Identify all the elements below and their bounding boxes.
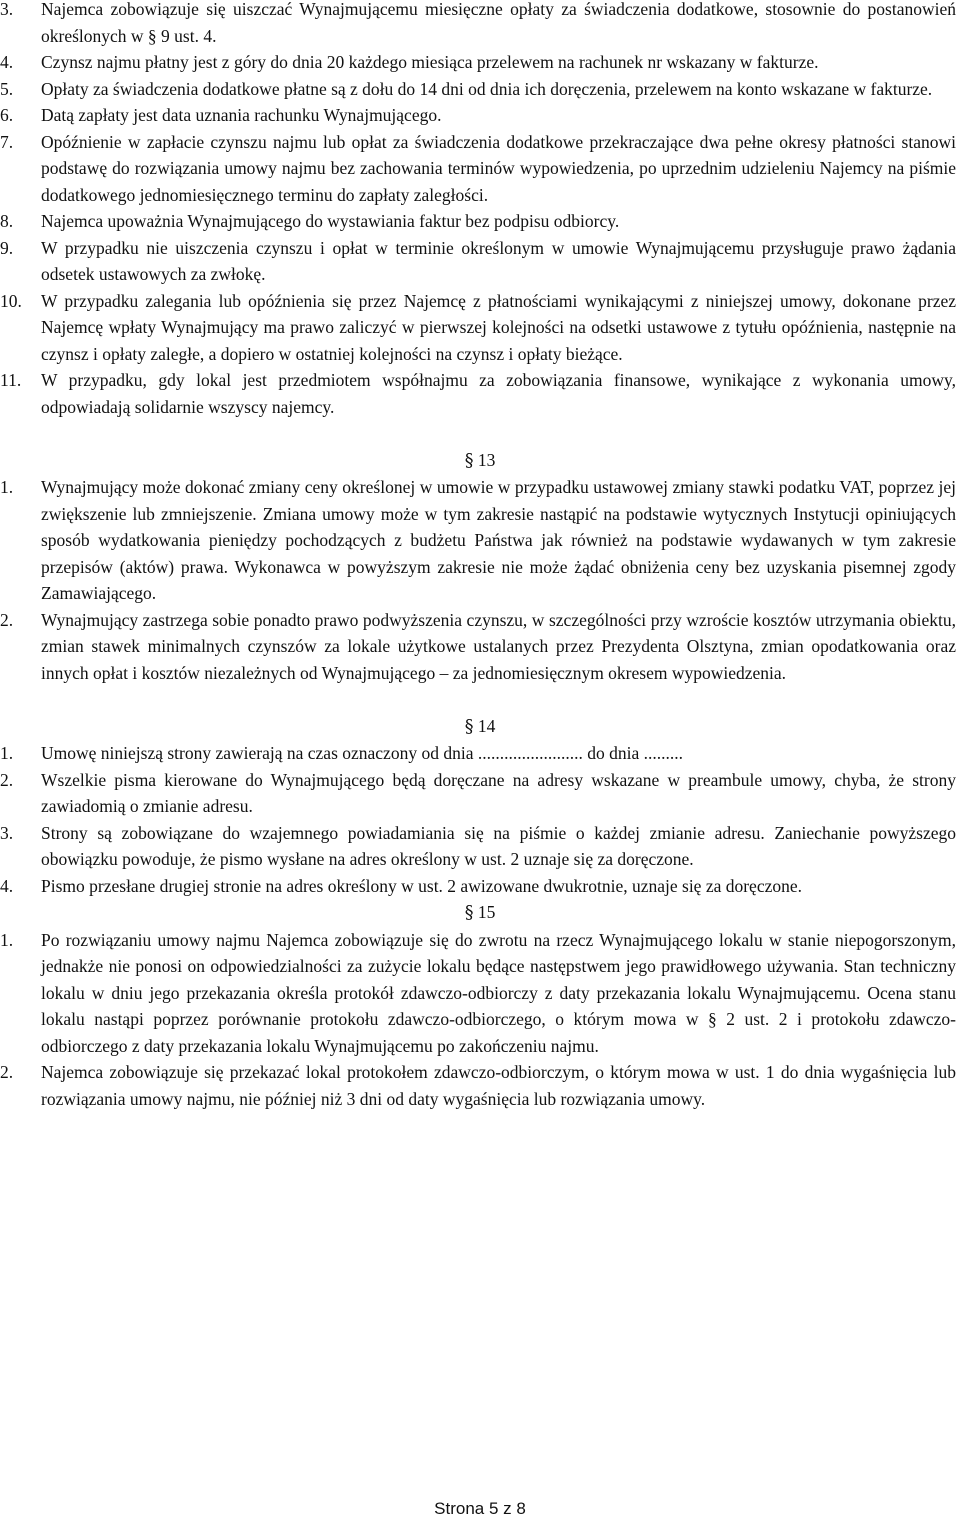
section-mark: § xyxy=(464,903,474,923)
section-number: 13 xyxy=(477,449,496,470)
list-item xyxy=(0,367,960,420)
item-text: Po rozwiązaniu umowy najmu Najemca zobowiązuje się do zwrotu na rzecz Wynajmującego lokalu w stanie niepogorszonym, jednakże nie ponosi on odpowiedzialności za zużycie lokalu będące następstwem jego prawidłowego używania. Stan techniczny lokalu w dniu jego przekazania określa protokół zdawczo-odbiorczy z daty przekazania lokalu Wynajmującemu. Ocena stanu lokalu nastąpi poprzez porównanie protokołu zdawczo-odbiorczego, o którym mowa w § 2 ust. 2 i protokołu zdawczo-odbiorczego z daty przekazania lokalu Wynajmującemu po zakończeniu najmu. xyxy=(41,929,956,1056)
list-item xyxy=(0,767,960,820)
list-item xyxy=(0,208,960,235)
section-number: 14 xyxy=(477,715,496,736)
item-text: Czynsz najmu płatny jest z góry do dnia 20 każdego miesiąca przelewem na rachunek nr wskazany w fakturze. xyxy=(41,52,819,72)
item-number: 2. xyxy=(0,609,14,630)
list-item xyxy=(0,927,960,1060)
item-text: Wynajmujący może dokonać zmiany ceny określonej w umowie w przypadku ustawowej zmiany stawki podatku VAT, poprzez jej zwiększenie lub zmniejszenie. Zmiana umowy może w tym zakresie nastąpić na podstawie wytycznych Instytucji opiniujących sposób wydatkowania pieniędzy pochodzących z budżetu Państwa jak również na podstawie wydawanych w tym zakresie przepisów (aktów) prawa. Wykonawca w powyższym zakresie nie może żądać obniżenia ceny bez uzyskania pisemnej zgody Zamawiającego. xyxy=(41,477,956,603)
item-text: Najemca zobowiązuje się przekazać lokal protokołem zdawczo-odbiorczym, o którym mowa w ust. 1 do dnia wygaśnięcia lub rozwiązania umowy najmu, nie później niż 3 dni od daty wygaśnięcia lub rozwiązania umowy. xyxy=(41,1062,956,1109)
item-number: 2. xyxy=(0,1062,14,1082)
section-12-list xyxy=(0,0,960,420)
item-number: 3. xyxy=(0,822,14,843)
page-footer: Strona 5 z 8 xyxy=(434,1499,526,1518)
item-number: 1. xyxy=(0,477,14,497)
list-item xyxy=(0,873,960,900)
item-text: Pismo przesłane drugiej stronie na adres określony w ust. 2 awizowane dwukrotnie, uznaje się za doręczone. xyxy=(41,875,803,896)
list-item xyxy=(0,474,960,607)
item-text: Najemca upoważnia Wynajmującego do wystawiania faktur bez podpisu odbiorcy. xyxy=(41,211,620,231)
item-text: W przypadku, gdy lokal jest przedmiotem współnajmu za zobowiązania finansowe, wynikające z wykonania umowy, odpowiadają solidarnie wszyscy najemcy. xyxy=(41,370,956,417)
section-heading-15 xyxy=(0,899,960,927)
section-mark: § xyxy=(464,716,474,737)
section-heading-14 xyxy=(0,713,960,741)
item-text: Najemca zobowiązuje się uiszczać Wynajmującemu miesięczne opłaty za świadczenia dodatkowe, stosownie do postanowień określonych w § 9 ust. 4. xyxy=(41,0,956,46)
item-number: 2. xyxy=(0,769,14,790)
item-text: Datą zapłaty jest data uznania rachunku Wynajmującego. xyxy=(41,105,442,125)
list-item xyxy=(0,1059,960,1112)
item-number: 10. xyxy=(0,290,22,311)
item-text: W przypadku zalegania lub opóźnienia się przez Najemcę z płatnościami wynikającymi z niniejszej umowy, dokonane przez Najemcę wpłaty Wynajmujący ma prawo zaliczyć w pierwszej kolejności na odsetki ustawowe z tytułu opóźnienia, następnie na czynsz i opłaty zaległe, a dopiero w ostatniej kolejności na czynsz i opłaty bieżące. xyxy=(41,290,956,364)
item-number: 8. xyxy=(0,211,14,231)
item-text: W przypadku nie uiszczenia czynszu i opłat w terminie określonym w umowie Wynajmującemu przysługuje prawo żądania odsetek ustawowych za zwłokę. xyxy=(41,237,956,284)
list-item xyxy=(0,76,960,103)
section-13-list xyxy=(0,474,960,686)
item-number: 1. xyxy=(0,743,14,763)
list-item xyxy=(0,235,960,288)
list-item xyxy=(0,820,960,873)
list-item xyxy=(0,607,960,687)
list-item xyxy=(0,0,960,49)
item-number: 5. xyxy=(0,78,14,99)
item-text: Opóźnienie w zapłacie czynszu najmu lub opłat za świadczenia dodatkowe przekraczające dwa pełne okresy płatności stanowi podstawę do rozwiązania umowy najmu bez zachowania terminów wypowiedzenia, po uprzednim udzieleniu Najemcy na piśmie dodatkowego jednomiesięcznego terminu do zapłaty zaległości. xyxy=(41,131,956,205)
item-number: 4. xyxy=(0,52,14,72)
item-number: 1. xyxy=(0,929,14,950)
spacer xyxy=(0,420,960,447)
list-item xyxy=(0,129,960,209)
section-heading-13 xyxy=(0,447,960,475)
item-text: Umowę niniejszą strony zawierają na czas oznaczony od dnia ........................ do dnia ......... xyxy=(41,743,683,763)
item-number: 3. xyxy=(0,0,14,19)
item-text: Strony są zobowiązane do wzajemnego powiadamiania się na piśmie o każdej zmianie adresu. Zaniechanie powyższego obowiązku powoduje, że pismo wysłane na adres określony w ust. 2 uznaje się za doręczone. xyxy=(41,822,956,869)
item-number: 7. xyxy=(0,131,14,152)
list-item xyxy=(0,288,960,368)
section-number: 15 xyxy=(477,902,496,922)
list-item xyxy=(0,49,960,76)
section-mark: § xyxy=(464,450,474,471)
list-item xyxy=(0,740,960,767)
spacer xyxy=(0,686,960,713)
item-text: Opłaty za świadczenia dodatkowe płatne są z dołu do 14 dni od dnia ich doręczenia, przelewem na konto wskazane w fakturze. xyxy=(41,78,933,99)
section-14-list xyxy=(0,740,960,899)
item-text: Wynajmujący zastrzega sobie ponadto prawo podwyższenia czynszu, w szczególności przy wzroście kosztów utrzymania obiektu, zmian stawek minimalnych czynszów za lokale użytkowe ustalanych przez Prezydenta Olsztyna, zmian opodatkowania oraz innych opłat i kosztów niezależnych od Wynajmującego – za jednomiesięcznym okresem wypowiedzenia. xyxy=(41,609,956,683)
item-text: Wszelkie pisma kierowane do Wynajmującego będą doręczane na adresy wskazane w preambule umowy, chyba, że strony zawiadomią o zmianie adresu. xyxy=(41,769,956,816)
item-number: 6. xyxy=(0,105,14,125)
item-number: 11. xyxy=(0,370,22,390)
section-15-list xyxy=(0,927,960,1113)
list-item xyxy=(0,102,960,129)
item-number: 4. xyxy=(0,875,14,896)
item-number: 9. xyxy=(0,237,14,258)
